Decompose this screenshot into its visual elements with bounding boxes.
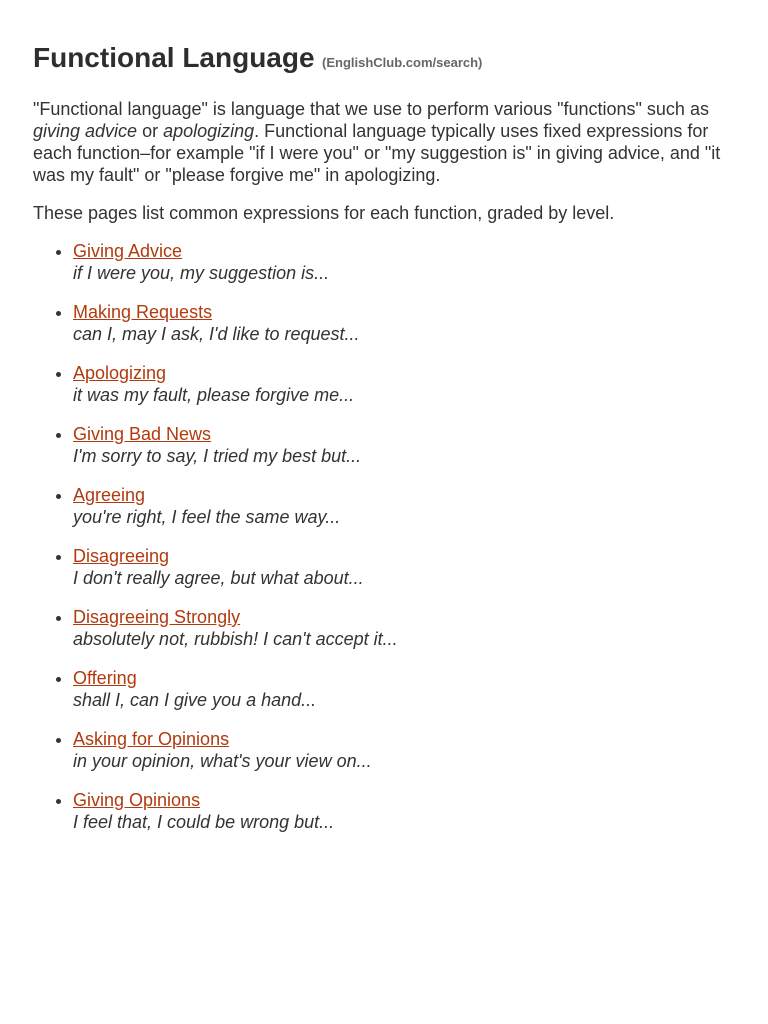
examples-giving-opinions: I feel that, I could be wrong but... xyxy=(73,812,335,832)
list-item-making-requests xyxy=(73,301,735,345)
function-list xyxy=(33,240,735,833)
list-item-offering xyxy=(73,667,735,711)
intro-paragraph xyxy=(33,98,735,186)
list-item-giving-advice xyxy=(73,240,735,284)
title-row xyxy=(33,38,735,83)
intro-text-1: "Functional language" is language that we use to perform various "functions" such as xyxy=(33,99,709,119)
link-disagreeing-strongly[interactable]: Disagreeing Strongly xyxy=(73,607,241,627)
intro-text-3: . Functional language typically uses fixed expressions for each function–for example "if I were you" or "my suggestion is" in giving advice, and "it was my fault" or "please forgive me" in apologizing. xyxy=(33,121,721,185)
examples-apologizing: it was my fault, please forgive me... xyxy=(73,385,355,405)
list-item-asking-for-opinions xyxy=(73,728,735,772)
lead-paragraph: These pages list common expressions for each function, graded by level. xyxy=(33,203,615,223)
examples-disagreeing: I don't really agree, but what about... xyxy=(73,568,364,588)
examples-giving-bad-news: I'm sorry to say, I tried my best but... xyxy=(73,446,362,466)
link-agreeing[interactable]: Agreeing xyxy=(73,485,146,505)
list-item-apologizing xyxy=(73,362,735,406)
list-item-disagreeing-strongly xyxy=(73,606,735,650)
list-item-agreeing xyxy=(73,484,735,528)
link-giving-opinions[interactable]: Giving Opinions xyxy=(73,790,201,810)
link-giving-bad-news[interactable]: Giving Bad News xyxy=(73,424,212,444)
examples-asking-for-opinions: in your opinion, what's your view on... xyxy=(73,751,372,771)
list-item-giving-opinions xyxy=(73,789,735,833)
examples-making-requests: can I, may I ask, I'd like to request... xyxy=(73,324,360,344)
examples-giving-advice: if I were you, my suggestion is... xyxy=(73,263,330,283)
source-note: (EnglishClub.com/search) xyxy=(322,55,483,70)
link-asking-for-opinions[interactable]: Asking for Opinions xyxy=(73,729,230,749)
examples-disagreeing-strongly: absolutely not, rubbish! I can't accept it... xyxy=(73,629,398,649)
intro-emphasis-giving-advice: giving advice xyxy=(33,121,138,141)
intro-emphasis-apologizing: apologizing xyxy=(163,121,255,141)
link-apologizing[interactable]: Apologizing xyxy=(73,363,167,383)
list-item-disagreeing xyxy=(73,545,735,589)
intro-text-2: or xyxy=(137,121,164,141)
examples-agreeing: you're right, I feel the same way... xyxy=(73,507,341,527)
list-item-giving-bad-news xyxy=(73,423,735,467)
link-disagreeing[interactable]: Disagreeing xyxy=(73,546,170,566)
link-offering[interactable]: Offering xyxy=(73,668,137,688)
link-making-requests[interactable]: Making Requests xyxy=(73,302,213,322)
link-giving-advice[interactable]: Giving Advice xyxy=(73,241,183,261)
examples-offering: shall I, can I give you a hand... xyxy=(73,690,317,710)
page-title: Functional Language xyxy=(33,42,315,73)
